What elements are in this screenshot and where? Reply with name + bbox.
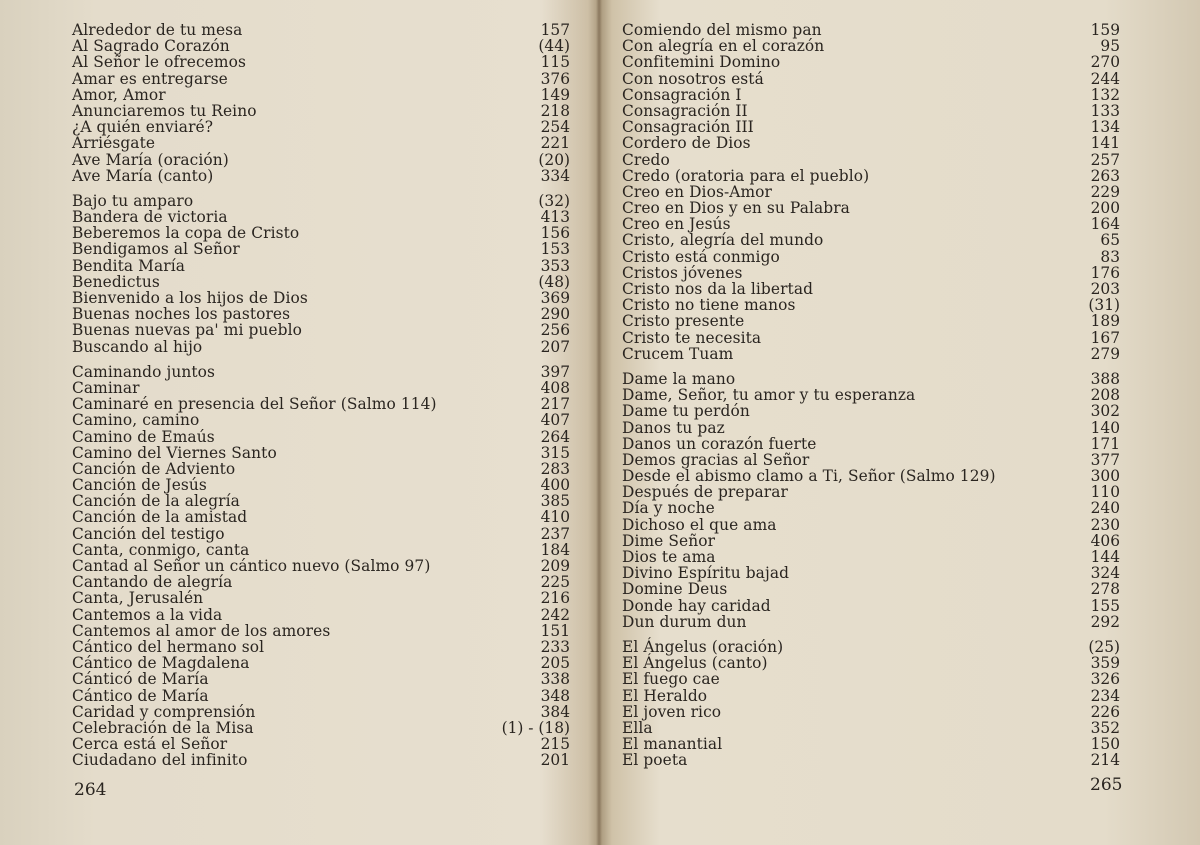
- index-entry: [72, 38, 570, 54]
- entry-title: Cantemos a la vida: [72, 605, 223, 624]
- entry-title: Bendigamos al Señor: [72, 240, 240, 259]
- entry-title: Camino, camino: [72, 411, 200, 430]
- entry-page-number: 352: [1090, 718, 1120, 737]
- entry-title: El Heraldo: [622, 686, 708, 705]
- entry-page-number: (31): [1088, 296, 1120, 315]
- index-entry: [72, 339, 570, 355]
- entry-page-number: 348: [540, 686, 570, 705]
- index-entry: [622, 517, 1120, 533]
- entry-page-number: 326: [1090, 670, 1120, 689]
- entry-page-number: 205: [540, 654, 570, 673]
- index-entry: [72, 364, 570, 380]
- entry-title: Dios te ama: [622, 548, 716, 566]
- index-entry: [72, 477, 570, 493]
- index-entry: [622, 671, 1120, 687]
- entry-page-number: 141: [1090, 134, 1120, 153]
- entry-page-number: 257: [1090, 150, 1120, 169]
- entry-page-number: 65: [1100, 231, 1120, 250]
- entry-title: Ave María (oración): [72, 150, 229, 169]
- entry-page-number: 155: [1090, 596, 1120, 615]
- index-entry: [72, 574, 570, 590]
- entry-page-number: 233: [540, 637, 570, 656]
- entry-title: Consagración I: [622, 85, 742, 104]
- entry-title: Canción del testigo: [72, 524, 225, 543]
- entry-page-number: 407: [540, 411, 570, 430]
- index-entry: [622, 54, 1120, 70]
- entry-title: Dun durum dun: [622, 612, 747, 631]
- entry-title: Cántico de María: [72, 686, 209, 705]
- index-entry: [622, 500, 1120, 516]
- index-entry: [72, 71, 570, 87]
- entry-page-number: 315: [540, 443, 570, 462]
- book-gutter: [596, 0, 602, 845]
- entry-title: Cantemos al amor de los amores: [72, 621, 331, 640]
- entry-page-number: 159: [1090, 21, 1120, 39]
- entry-page-number: 264: [540, 427, 570, 446]
- entry-page-number: 83: [1100, 247, 1120, 266]
- entry-title: Benedictus: [72, 272, 160, 291]
- entry-page-number: 207: [540, 337, 570, 356]
- entry-page-number: 149: [540, 85, 570, 104]
- entry-page-number: 244: [1090, 69, 1120, 88]
- entry-page-number: 256: [540, 321, 570, 340]
- entry-page-number: 132: [1090, 85, 1120, 104]
- entry-title: Cristo te necesita: [622, 328, 762, 347]
- index-entry: [622, 22, 1120, 38]
- entry-title: Danos tu paz: [622, 418, 725, 437]
- index-entry: [622, 403, 1120, 419]
- entry-page-number: 171: [1090, 434, 1120, 453]
- entry-title: Creo en Jesús: [622, 215, 731, 234]
- entry-page-number: 406: [1090, 531, 1120, 550]
- entry-page-number: 376: [540, 69, 570, 88]
- entry-title: Bandera de victoria: [72, 208, 228, 227]
- index-entry: [622, 249, 1120, 265]
- entry-page-number: (48): [538, 272, 570, 291]
- index-entry: [72, 671, 570, 687]
- entry-page-number: 201: [540, 751, 570, 770]
- entry-page-number: 164: [1090, 215, 1120, 234]
- entry-page-number: 270: [1090, 53, 1120, 72]
- entry-page-number: 226: [1090, 702, 1120, 721]
- left-page-number: 264: [74, 780, 107, 800]
- index-entry: [622, 639, 1120, 655]
- index-entry: [622, 371, 1120, 387]
- index-entry: [72, 752, 570, 768]
- index-entry: [72, 720, 570, 736]
- entry-title: Cristo, alegría del mundo: [622, 231, 824, 250]
- entry-page-number: 225: [540, 573, 570, 592]
- index-entry: [622, 330, 1120, 346]
- entry-title: Desde el abismo clamo a Ti, Señor (Salmo 129): [622, 467, 996, 486]
- entry-page-number: 377: [1090, 450, 1120, 469]
- entry-page-number: 324: [1090, 564, 1120, 583]
- entry-page-number: (20): [538, 150, 570, 169]
- entry-page-number: 200: [1090, 199, 1120, 218]
- entry-page-number: 384: [540, 702, 570, 721]
- index-entry: [72, 558, 570, 574]
- entry-title: Dame, Señor, tu amor y tu esperanza: [622, 386, 916, 405]
- entry-page-number: 153: [540, 240, 570, 259]
- entry-page-number: 413: [540, 208, 570, 227]
- entry-title: Cantando de alegría: [72, 573, 233, 592]
- entry-page-number: 410: [540, 508, 570, 527]
- entry-page-number: 278: [1090, 580, 1120, 599]
- entry-page-number: 359: [1090, 654, 1120, 673]
- entry-page-number: 203: [1090, 280, 1120, 298]
- entry-title: Cristo presente: [622, 312, 745, 331]
- entry-page-number: 388: [1090, 369, 1120, 388]
- entry-page-number: 156: [540, 224, 570, 243]
- entry-title: Credo: [622, 150, 670, 169]
- index-entry: [72, 209, 570, 225]
- entry-title: Donde hay caridad: [622, 596, 771, 615]
- index-entry: [622, 736, 1120, 752]
- entry-title: Arriésgate: [72, 134, 156, 153]
- entry-title: Dime Señor: [622, 531, 716, 550]
- entry-title: Caminando juntos: [72, 362, 216, 381]
- index-entry: [72, 396, 570, 412]
- index-entry: [72, 152, 570, 168]
- index-entry: [72, 193, 570, 209]
- index-entry: [72, 607, 570, 623]
- entry-page-number: 263: [1090, 166, 1120, 185]
- index-entry: [622, 119, 1120, 135]
- index-entry: [622, 614, 1120, 630]
- entry-page-number: 214: [1090, 751, 1120, 770]
- entry-title: Creo en Dios-Amor: [622, 182, 772, 201]
- entry-page-number: (32): [538, 191, 570, 210]
- entry-title: El Ángelus (oración): [622, 637, 784, 656]
- entry-title: Consagración III: [622, 118, 754, 137]
- entry-title: Consagración II: [622, 101, 748, 120]
- entry-page-number: 167: [1090, 328, 1120, 347]
- index-entry: [72, 412, 570, 428]
- index-entry: [622, 38, 1120, 54]
- entry-page-number: 400: [540, 476, 570, 495]
- entry-title: El joven rico: [622, 702, 722, 721]
- entry-title: Ave María (canto): [72, 166, 214, 185]
- entry-title: Dichoso el que ama: [622, 515, 777, 534]
- entry-page-number: 134: [1090, 118, 1120, 137]
- index-entry: [622, 752, 1120, 768]
- entry-title: Camino del Viernes Santo: [72, 443, 277, 462]
- index-entry: [622, 688, 1120, 704]
- entry-title: Canta, conmigo, canta: [72, 540, 250, 559]
- index-group: [72, 364, 570, 769]
- entry-title: Cristo está conmigo: [622, 247, 780, 266]
- right-page-number: 265: [1090, 775, 1123, 795]
- index-entry: [72, 103, 570, 119]
- entry-title: Ella: [622, 718, 653, 737]
- entry-page-number: (1) - (18): [501, 718, 570, 737]
- entry-page-number: 140: [1090, 418, 1120, 437]
- entry-page-number: 229: [1090, 182, 1120, 201]
- entry-title: Demos gracias al Señor: [622, 450, 810, 469]
- index-entry: [72, 274, 570, 290]
- entry-title: El Ángelus (canto): [622, 654, 768, 673]
- entry-page-number: 353: [540, 256, 570, 275]
- entry-page-number: 95: [1100, 37, 1120, 56]
- index-entry: [622, 565, 1120, 581]
- entry-title: El manantial: [622, 735, 723, 754]
- entry-page-number: 242: [540, 605, 570, 624]
- entry-page-number: 302: [1090, 402, 1120, 421]
- entry-page-number: 151: [540, 621, 570, 640]
- index-entry: [622, 655, 1120, 671]
- entry-page-number: 385: [540, 492, 570, 511]
- entry-title: Crucem Tuam: [622, 344, 734, 363]
- entry-title: Canción de Adviento: [72, 459, 236, 478]
- index-entry: [622, 313, 1120, 329]
- entry-title: Amor, Amor: [72, 85, 166, 104]
- entry-page-number: 237: [540, 524, 570, 543]
- index-entry: [622, 232, 1120, 248]
- entry-page-number: (25): [1088, 637, 1120, 656]
- index-entry: [622, 533, 1120, 549]
- entry-title: Anunciaremos tu Reino: [72, 101, 257, 120]
- index-entry: [72, 688, 570, 704]
- index-entry: [72, 168, 570, 184]
- index-entry: [622, 704, 1120, 720]
- entry-title: Al Sagrado Corazón: [72, 37, 230, 56]
- entry-title: Domine Deus: [622, 580, 728, 599]
- entry-title: Credo (oratoria para el pueblo): [622, 166, 870, 185]
- entry-title: Danos un corazón fuerte: [622, 434, 817, 453]
- entry-title: Buenas nuevas pa' mi pueblo: [72, 321, 302, 340]
- index-group: [72, 22, 570, 184]
- index-entry: [622, 549, 1120, 565]
- entry-title: Día y noche: [622, 499, 715, 518]
- index-entry: [622, 297, 1120, 313]
- entry-title: Ciudadano del infinito: [72, 751, 248, 770]
- index-entry: [72, 461, 570, 477]
- entry-page-number: 217: [540, 395, 570, 414]
- entry-title: Creo en Dios y en su Palabra: [622, 199, 850, 218]
- entry-title: Canción de la amistad: [72, 508, 248, 527]
- index-entry: [622, 216, 1120, 232]
- index-entry: [72, 429, 570, 445]
- index-entry: [72, 509, 570, 525]
- entry-title: Bienvenido a los hijos de Dios: [72, 289, 308, 307]
- entry-title: Cántico de Magdalena: [72, 654, 250, 673]
- left-page-index: [72, 22, 570, 777]
- entry-title: Celebración de la Misa: [72, 718, 254, 737]
- entry-title: El fuego cae: [622, 670, 720, 689]
- entry-title: Con alegría en el corazón: [622, 37, 825, 56]
- entry-page-number: 334: [540, 166, 570, 185]
- entry-page-number: 240: [1090, 499, 1120, 518]
- entry-title: Cántico del hermano sol: [72, 637, 265, 656]
- index-entry: [72, 87, 570, 103]
- entry-title: ¿A quién enviaré?: [72, 118, 214, 137]
- index-entry: [72, 22, 570, 38]
- entry-page-number: 408: [540, 378, 570, 397]
- entry-page-number: 292: [1090, 612, 1120, 631]
- index-entry: [622, 200, 1120, 216]
- entry-title: Dame la mano: [622, 369, 736, 388]
- entry-title: El poeta: [622, 751, 688, 770]
- entry-title: Cristo nos da la libertad: [622, 280, 814, 298]
- index-entry: [72, 322, 570, 338]
- index-entry: [622, 436, 1120, 452]
- index-entry: [622, 152, 1120, 168]
- entry-title: Camino de Emaús: [72, 427, 215, 446]
- index-entry: [72, 704, 570, 720]
- entry-page-number: 176: [1090, 263, 1120, 282]
- index-entry: [622, 135, 1120, 151]
- index-entry: [72, 241, 570, 257]
- entry-page-number: 290: [540, 305, 570, 324]
- index-entry: [72, 542, 570, 558]
- index-entry: [72, 493, 570, 509]
- entry-title: Cristo no tiene manos: [622, 296, 796, 315]
- entry-page-number: 254: [540, 118, 570, 137]
- entry-page-number: 184: [540, 540, 570, 559]
- index-group: [622, 371, 1120, 630]
- index-entry: [72, 225, 570, 241]
- entry-page-number: 369: [540, 289, 570, 307]
- entry-title: Caminar: [72, 378, 140, 397]
- entry-title: Bajo tu amparo: [72, 191, 194, 210]
- index-entry: [622, 581, 1120, 597]
- index-entry: [622, 346, 1120, 362]
- entry-title: Con nosotros está: [622, 69, 764, 88]
- index-group: [622, 639, 1120, 769]
- entry-title: Cantad al Señor un cántico nuevo (Salmo 97): [72, 557, 431, 575]
- index-entry: [72, 526, 570, 542]
- entry-title: Canción de la alegría: [72, 492, 240, 511]
- index-entry: [72, 119, 570, 135]
- index-entry: [622, 103, 1120, 119]
- entry-title: Cordero de Dios: [622, 134, 751, 153]
- index-entry: [622, 420, 1120, 436]
- entry-page-number: 144: [1090, 548, 1120, 566]
- entry-page-number: 218: [540, 101, 570, 120]
- entry-page-number: (44): [538, 37, 570, 56]
- index-entry: [622, 484, 1120, 500]
- entry-page-number: 157: [540, 21, 570, 39]
- entry-title: Buenas noches los pastores: [72, 305, 291, 324]
- entry-title: Alrededor de tu mesa: [72, 21, 243, 39]
- entry-page-number: 209: [540, 557, 570, 575]
- entry-title: Amar es entregarse: [72, 69, 228, 88]
- index-entry: [622, 281, 1120, 297]
- index-entry: [622, 720, 1120, 736]
- index-entry: [72, 445, 570, 461]
- entry-page-number: 215: [540, 735, 570, 754]
- entry-page-number: 230: [1090, 515, 1120, 534]
- entry-page-number: 115: [540, 53, 570, 72]
- right-page-index: [622, 22, 1120, 777]
- index-entry: [72, 258, 570, 274]
- index-entry: [72, 655, 570, 671]
- entry-page-number: 221: [540, 134, 570, 153]
- index-entry: [72, 135, 570, 151]
- entry-title: Canción de Jesús: [72, 476, 207, 495]
- entry-title: Caminaré en presencia del Señor (Salmo 114): [72, 395, 437, 414]
- entry-page-number: 208: [1090, 386, 1120, 405]
- entry-page-number: 283: [540, 459, 570, 478]
- entry-title: Después de preparar: [622, 483, 788, 502]
- entry-page-number: 300: [1090, 467, 1120, 486]
- entry-page-number: 150: [1090, 735, 1120, 754]
- entry-page-number: 234: [1090, 686, 1120, 705]
- index-entry: [622, 468, 1120, 484]
- index-entry: [622, 598, 1120, 614]
- index-entry: [72, 54, 570, 70]
- index-entry: [72, 380, 570, 396]
- entry-title: Al Señor le ofrecemos: [72, 53, 246, 72]
- index-entry: [622, 168, 1120, 184]
- entry-title: Cristos jóvenes: [622, 263, 743, 282]
- index-entry: [72, 639, 570, 655]
- index-entry: [72, 736, 570, 752]
- entry-page-number: 397: [540, 362, 570, 381]
- index-entry: [72, 306, 570, 322]
- entry-title: Cánticó de María: [72, 670, 209, 689]
- index-entry: [72, 590, 570, 606]
- entry-title: Bendita María: [72, 256, 186, 275]
- index-entry: [622, 387, 1120, 403]
- entry-title: Comiendo del mismo pan: [622, 21, 822, 39]
- entry-title: Caridad y comprensión: [72, 702, 256, 721]
- index-entry: [622, 184, 1120, 200]
- entry-page-number: 133: [1090, 101, 1120, 120]
- entry-title: Divino Espíritu bajad: [622, 564, 790, 583]
- entry-title: Canta, Jerusalén: [72, 589, 204, 608]
- entry-page-number: 189: [1090, 312, 1120, 331]
- index-entry: [622, 452, 1120, 468]
- index-group: [622, 22, 1120, 362]
- entry-page-number: 110: [1090, 483, 1120, 502]
- entry-page-number: 338: [540, 670, 570, 689]
- index-entry: [72, 623, 570, 639]
- index-entry: [622, 265, 1120, 281]
- entry-title: Dame tu perdón: [622, 402, 750, 421]
- entry-page-number: 216: [540, 589, 570, 608]
- index-entry: [622, 87, 1120, 103]
- entry-title: Confitemini Domino: [622, 53, 781, 72]
- entry-title: Buscando al hijo: [72, 337, 203, 356]
- entry-title: Cerca está el Señor: [72, 735, 228, 754]
- entry-title: Beberemos la copa de Cristo: [72, 224, 300, 243]
- index-entry: [72, 290, 570, 306]
- index-group: [72, 193, 570, 355]
- entry-page-number: 279: [1090, 344, 1120, 363]
- index-entry: [622, 71, 1120, 87]
